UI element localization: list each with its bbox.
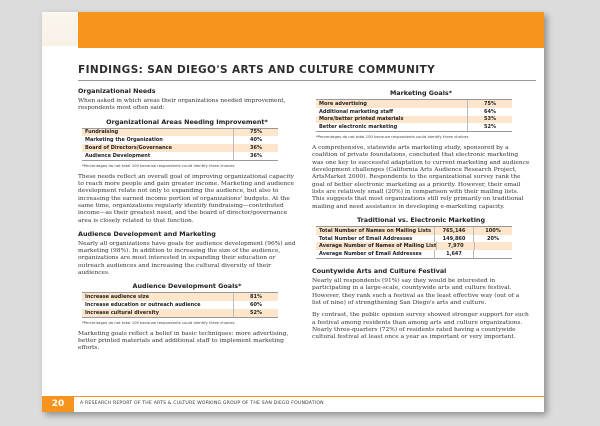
row-percent: 20% xyxy=(473,235,512,243)
festival-paragraph-2: By contrast, the public opinion survey showed stronger support for such a festival among residents than among arts and culture organizations. Nearly three-quarters (72%) of residents rated having a countywide cultural festival at least once a year as important or very important. xyxy=(312,312,529,341)
right-column xyxy=(312,87,530,346)
row-label: Additional marketing staff xyxy=(319,108,394,115)
left-column xyxy=(78,87,296,358)
row-value: 64% xyxy=(467,108,512,116)
org-needs-intro: When asked in which areas their organizations needed improvement, respondents most often said: xyxy=(78,98,286,112)
page-title: FINDINGS: SAN DIEGO'S ARTS AND CULTURE COMMUNITY xyxy=(78,64,436,76)
audience-paragraph: Nearly all organizations have goals for audience development (96%) and marketing (98%). In addition to increasing the size of the audience, organizations are most interested in expanding their education or outreach audiences and increasing the cultural diversity of their audiences. xyxy=(78,240,296,277)
table-row xyxy=(82,152,278,160)
row-label: Total Number of Names on Mailing Lists xyxy=(319,227,432,234)
table-row xyxy=(82,144,278,152)
title-divider xyxy=(78,80,536,81)
row-value: 75% xyxy=(467,100,512,108)
trad-vs-elec-table-title: Traditional vs. Electronic Marketing xyxy=(356,215,486,224)
row-percent: 100% xyxy=(473,227,512,235)
row-value: 52% xyxy=(233,309,278,317)
row-percent xyxy=(473,250,512,258)
row-value: 81% xyxy=(233,293,278,301)
page-number: 20 xyxy=(42,396,74,412)
table-row xyxy=(316,250,512,258)
row-count: 7,970 xyxy=(436,242,474,250)
report-page xyxy=(42,12,544,412)
org-needs-table-title: Organizational Areas Needing Improvement* xyxy=(106,117,268,126)
section-heading-audience: Audience Development and Marketing xyxy=(78,229,216,238)
row-value: 53% xyxy=(467,116,512,124)
row-label: Audience Development xyxy=(85,152,151,159)
row-label: Marketing the Organization xyxy=(85,137,163,144)
row-value: 36% xyxy=(233,144,278,152)
marketing-goals-intro: Marketing goals reflect a belief in basic techniques: more advertising, better printed materials and additional staff to implement marketing efforts. xyxy=(78,330,289,352)
table-row xyxy=(82,301,278,309)
festival-paragraph-1: Nearly all respondents (91%) say they would be interested in participating in a large-scale, countywide arts and culture festival. However, they rank such a festival as the least effective way (out of a list of nine) of strengthening San Diego's arts and culture. xyxy=(312,278,520,306)
audience-footnote: *Percentages do not total 100 because respondents could identify three choices xyxy=(82,319,235,325)
page-footer xyxy=(42,396,544,412)
row-value: 40% xyxy=(233,136,278,144)
row-label: Average Number of Email Addresses xyxy=(319,251,422,258)
table-row xyxy=(316,108,512,116)
trad-vs-elec-table xyxy=(316,226,512,259)
org-needs-footnote: *Percentages do not total 100 because respondents could identify three choices xyxy=(82,162,235,168)
row-label: Total Number of Email Addresses xyxy=(319,235,413,242)
marketing-goals-footnote: *Percentages do not total 100 because respondents could identify three choices xyxy=(316,134,469,140)
section-heading-festival: Countywide Arts and Culture Festival xyxy=(312,267,447,276)
row-percent xyxy=(474,242,512,250)
org-needs-table xyxy=(82,128,278,161)
footer-text: A RESEARCH REPORT OF THE ARTS & CULTURE WORKING GROUP OF THE SAN DIEGO FOUNDATION xyxy=(80,401,324,406)
top-accent-bar xyxy=(78,12,544,48)
table-row xyxy=(316,100,512,108)
row-label: Increase cultural diversity xyxy=(85,309,159,316)
row-label: Increase education or outreach audience xyxy=(85,302,201,309)
row-label: More advertising xyxy=(319,100,368,107)
row-count: 1,647 xyxy=(434,250,473,258)
row-label: Average Number of Names of Mailing List xyxy=(319,243,437,250)
table-row xyxy=(82,129,278,137)
row-label: Fundraising xyxy=(85,129,119,136)
row-value: 52% xyxy=(467,123,512,131)
table-row xyxy=(316,235,512,243)
audience-table-title: Audience Development Goals* xyxy=(132,282,242,291)
audience-goals-table xyxy=(82,292,278,317)
row-value: 36% xyxy=(233,152,278,160)
row-value: 60% xyxy=(233,301,278,309)
footer-divider xyxy=(74,396,544,397)
table-row xyxy=(316,116,512,124)
section-heading-org-needs: Organizational Needs xyxy=(78,87,156,95)
table-row xyxy=(316,123,512,131)
row-label: Board of Directors/Governance xyxy=(85,145,173,152)
row-count: 765,146 xyxy=(434,227,473,235)
table-row xyxy=(82,293,278,301)
row-count: 149,860 xyxy=(434,235,473,243)
row-value: 75% xyxy=(233,129,278,137)
row-label: Better electronic marketing xyxy=(319,124,398,131)
table-row xyxy=(82,309,278,317)
row-label: Increase audience size xyxy=(85,294,149,301)
table-row xyxy=(316,227,512,235)
marketing-goals-table xyxy=(316,99,512,132)
table-row xyxy=(82,136,278,144)
table-row xyxy=(316,242,512,250)
org-needs-paragraph: These needs reflect an overall goal of improving organizational capacity to reach more people and gain greater income. Marketing and audience development relate not only to expanding the audience, but also to increasing the earned income portion of organizations' budgets. At the same time, organizations regularly identify fundraising—contributed income—as their greatest need, and the board of director/governance area is closely related to that function. xyxy=(78,173,295,224)
row-label: More/better printed materials xyxy=(319,116,404,123)
study-paragraph: A comprehensive, statewide arts marketing study, sponsored by a coalition of private foundations, concluded that electronic marketing was one key to successful adaptation to current marketing and audience development challenges (California Arts Audience Research Project, ArtsMarket 2000). Respondents to the organizational survey rank the goal of better electronic marketing as a priority. However, their email lists are relatively small (20%) in comparison with their mailing lists. This suggests that most organizations still rely primarily on traditional mailing and need assistance in developing e-marketing capacity. xyxy=(312,145,530,210)
marketing-goals-table-title: Marketing Goals* xyxy=(389,89,453,97)
